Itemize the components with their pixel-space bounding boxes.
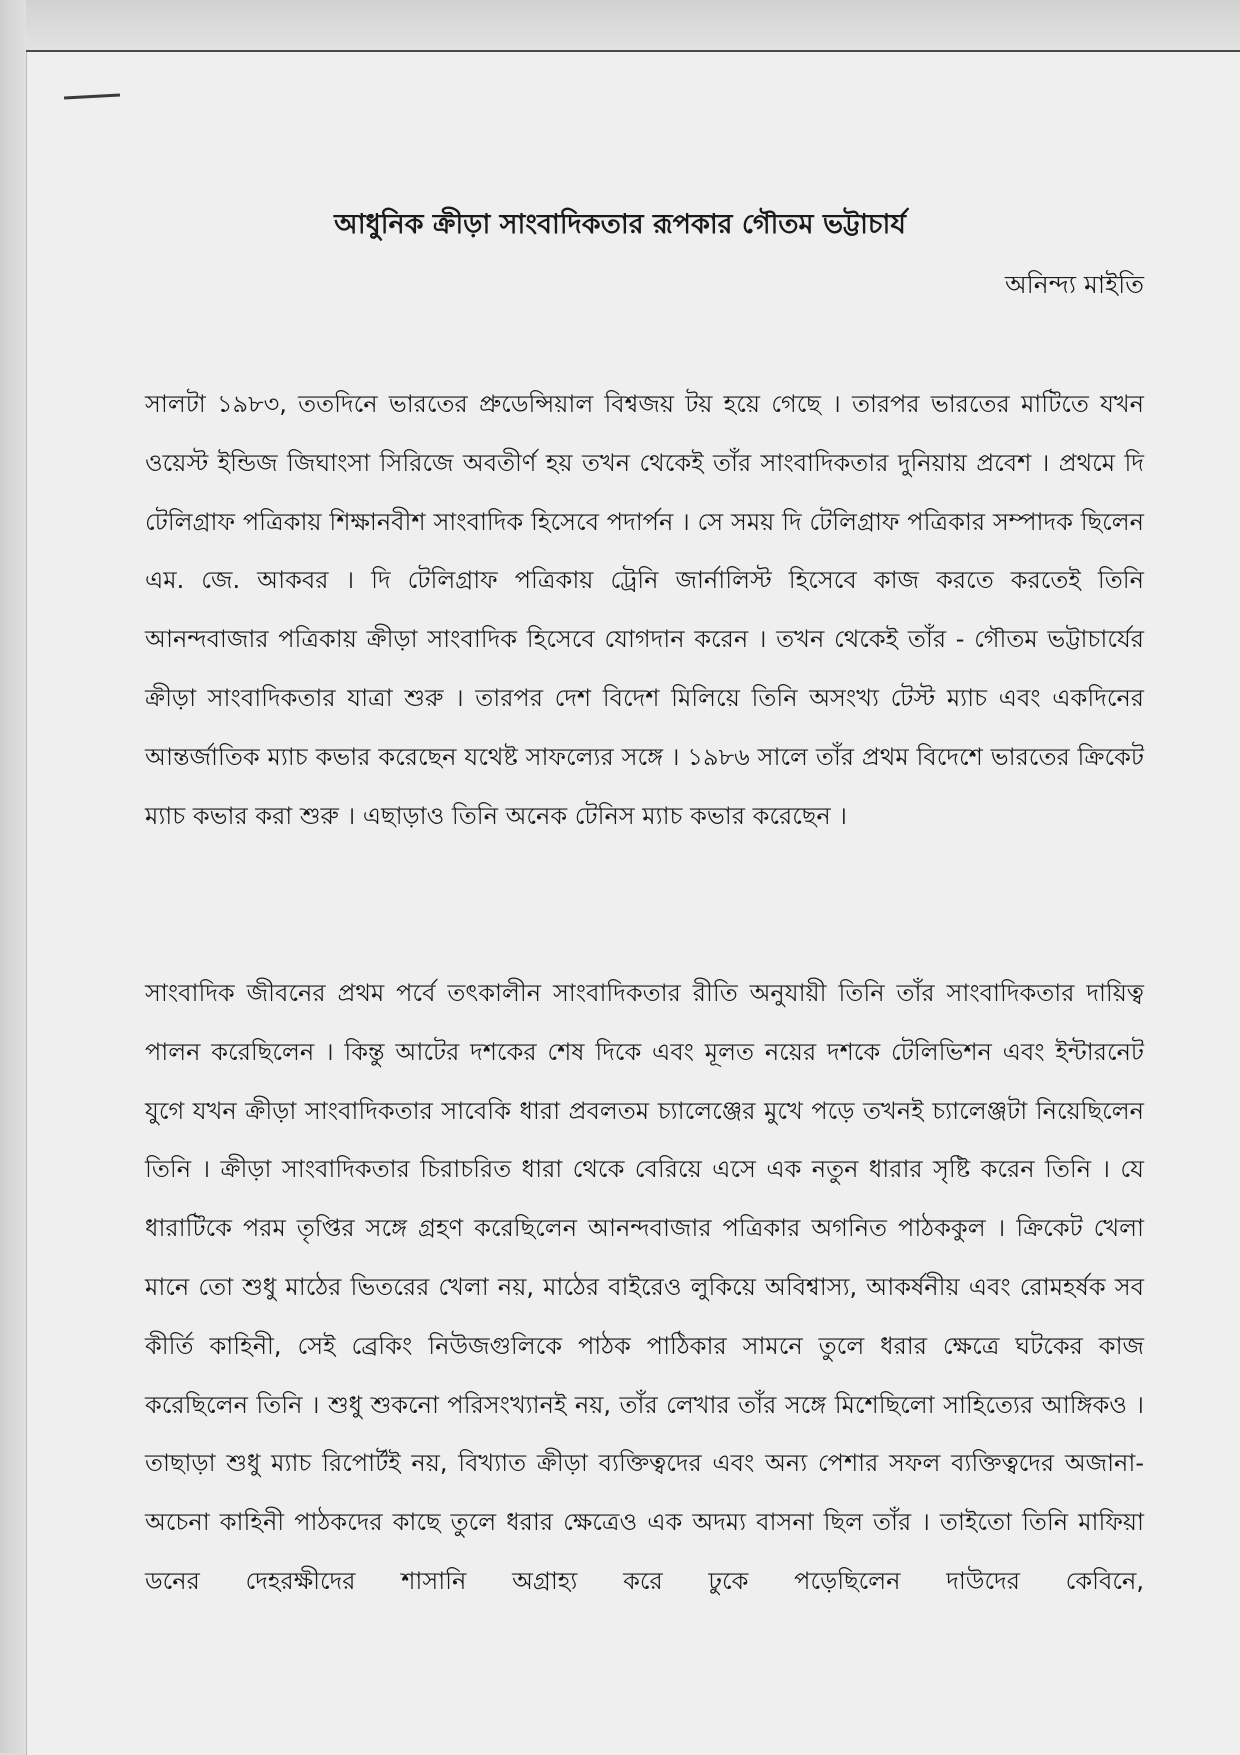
- article-title: আধুনিক ক্রীড়া সাংবাদিকতার রূপকার গৌতম ভট্টাচার্য: [334, 209, 906, 240]
- scan-background-top: [0, 0, 1240, 50]
- paragraph-2: সাংবাদিক জীবনের প্রথম পর্বে তৎকালীন সাংবাদিকতার রীতি অনুযায়ী তিনি তাঁর সাংবাদিকতার দায়িত্ব পালন করেছিলেন । কিন্তু আটের দশকের শেষ দিকে এবং মূলত নয়ের দশকে টেলিভিশন এবং ইন্টারনেট যুগে যখন ক্রীড়া সাংবাদিকতার সাবেকি ধারা প্রবলতম চ্যালেঞ্জের মুখে পড়ে তখনই চ্যালেঞ্জটা নিয়েছিলেন তিনি । ক্রীড়া সাংবাদিকতার চিরাচরিত ধারা থেকে বেরিয়ে এসে এক নতুন ধারার সৃষ্টি করেন তিনি । যে ধারাটিকে পরম তৃপ্তির সঙ্গে গ্রহণ করেছিলেন আনন্দবাজার পত্রিকার অগনিত পাঠককুল । ক্রিকেট খেলা মানে তো শুধু মাঠের ভিতরের খেলা নয়, মাঠের বাইরেও লুকিয়ে অবিশ্বাস্য, আকর্ষনীয় এবং রোমহর্ষক সব কীর্তি কাহিনী, সেই ব্রেকিং নিউজগুলিকে পাঠক পাঠিকার সামনে তুলে ধরার ক্ষেত্রে ঘটকের কাজ করেছিলেন তিনি । শুধু শুকনো পরিসংখ্যানই নয়, তাঁর লেখার তাঁর সঙ্গে মিশেছিলো সাহিত্যের আঙ্গিকও । তাছাড়া শুধু ম্যাচ রিপোর্টই নয়, বিখ্যাত ক্রীড়া ব্যক্তিত্বদের এবং অন্য পেশার সফল ব্যক্তিত্বদের অজানা-অচেনা কাহিনী পাঠকদের কাছে তুলে ধরার ক্ষেত্রেও এক অদম্য বাসনা ছিল তাঁর । তাইতো তিনি মাফিয়া ডনের দেহরক্ষীদের শাসানি অগ্রাহ্য করে ঢুকে পড়েছিলেন দাউদের কেবিনে,: [145, 979, 1144, 1595]
- paragraph-1: সালটা ১৯৮৩, ততদিনে ভারতের প্রুডেন্সিয়াল বিশ্বজয় টয় হয়ে গেছে । তারপর ভারতের মাটিতে যখন ওয়েস্ট ইন্ডিজ জিঘাংসা সিরিজে অবতীর্ণ হয় তখন থেকেই তাঁর সাংবাদিকতার দুনিয়ায় প্রবেশ । প্রথমে দি টেলিগ্রাফ পত্রিকায় শিক্ষানবীশ সাংবাদিক হিসেবে পদার্পন । সে সময় দি টেলিগ্রাফ পত্রিকার সম্পাদক ছিলেন এম. জে. আকবর । দি টেলিগ্রাফ পত্রিকায় ট্রেনি জার্নালিস্ট হিসেবে কাজ করতে করতেই তিনি আনন্দবাজার পত্রিকায় ক্রীড়া সাংবাদিক হিসেবে যোগদান করেন । তখন থেকেই তাঁর - গৌতম ভট্টাচার্যের ক্রীড়া সাংবাদিকতার যাত্রা শুরু । তারপর দেশ বিদেশ মিলিয়ে তিনি অসংখ্য টেস্ট ম্যাচ এবং একদিনের আন্তর্জাতিক ম্যাচ কভার করেছেন যথেষ্ট সাফল্যের সঙ্গে । ১৯৮৬ সালে তাঁর প্রথম বিদেশে ভারতের ক্রিকেট ম্যাচ কভার করা শুরু । এছাড়াও তিনি অনেক টেনিস ম্যাচ কভার করেছেন ।: [145, 390, 1144, 830]
- author-name: অনিন্দ্য মাইতি: [1004, 270, 1144, 299]
- scan-background-left: [0, 0, 26, 1753]
